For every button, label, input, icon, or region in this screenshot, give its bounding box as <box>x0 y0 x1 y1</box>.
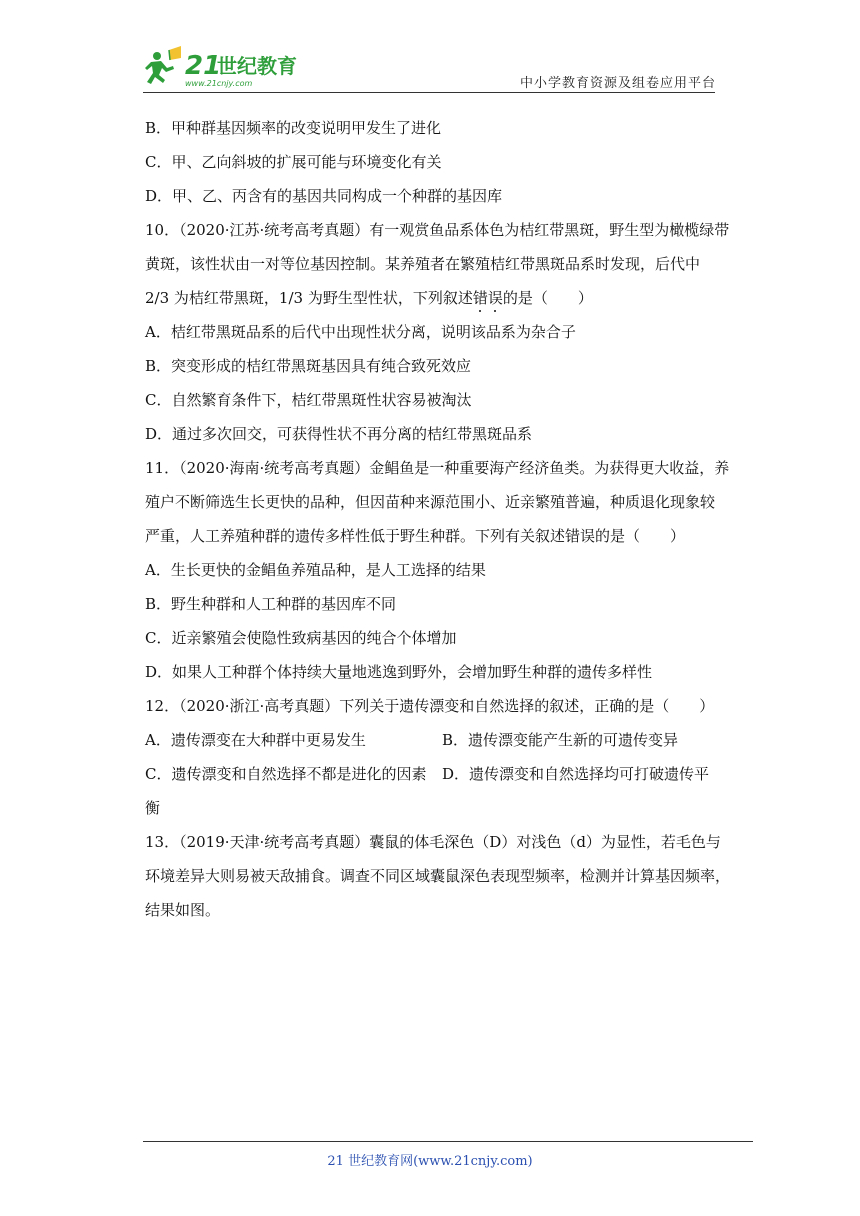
q11-option-a: A．生长更快的金鲳鱼养殖品种，是人工选择的结果 <box>145 561 486 579</box>
logo-number: 21 <box>185 51 222 81</box>
q13-stem-line2: 环境差异大则易被天敌捕食。调查不同区域囊鼠深色表现型频率，检测并计算基因频率， <box>145 867 731 885</box>
q10-stem-line1: 10．（2020·江苏·统考高考真题）有一观赏鱼品系体色为桔红带黑斑，野生型为橄榄绿带 <box>145 221 730 239</box>
emphasis-char: 错 <box>472 289 488 307</box>
q12-option-d-wrap: 衡 <box>145 799 161 817</box>
q10-stem-line2: 黄斑，该性状由一对等位基因控制。某养殖者在繁殖桔红带黑斑品系时发现，后代中 <box>145 255 701 273</box>
q11-stem-line2: 殖户不断筛选生长更快的品种，但因苗种来源范围小、近亲繁殖普遍，种质退化现象较 <box>145 493 716 511</box>
q11-option-c: C．近亲繁殖会使隐性致病基因的纯合个体增加 <box>145 629 457 647</box>
emphasis-char: 误 <box>487 289 503 307</box>
q12-stem: 12．（2020·浙江·高考真题）下列关于遗传漂变和自然选择的叙述，正确的是（ ） <box>145 697 715 715</box>
footer-link[interactable]: 21 世纪教育网(www.21cnjy.com) <box>327 1154 533 1169</box>
q10-stem-tail: 的是（ ） <box>502 289 593 307</box>
logo-url: www.21cnjy.com <box>185 79 253 88</box>
q10-option-b: B．突变形成的桔红带黑斑基因具有纯合致死效应 <box>145 357 472 375</box>
q10-option-c: C．自然繁育条件下，桔红带黑斑性状容易被淘汰 <box>145 391 472 409</box>
q9-option-b: B．甲种群基因频率的改变说明甲发生了进化 <box>145 119 442 137</box>
q10-stem-line3 <box>145 288 593 308</box>
q9-option-c: C．甲、乙向斜坡的扩展可能与环境变化有关 <box>145 153 442 171</box>
platform-name: 中小学教育资源及组卷应用平台 <box>520 76 717 91</box>
q11-stem-line3: 严重，人工养殖种群的遗传多样性低于野生种群。下列有关叙述错误的是（ ） <box>145 527 686 545</box>
q12-option-a: A．遗传漂变在大种群中更易发生 <box>145 731 366 749</box>
q12-option-c: C．遗传漂变和自然选择不都是进化的因素 <box>145 765 427 783</box>
q10-option-a: A．桔红带黑斑品系的后代中出现性状分离，说明该品系为杂合子 <box>145 323 576 341</box>
site-logo[interactable] <box>143 44 313 92</box>
q10-stem-text: 2/3 为桔红带黑斑，1/3 为野生型性状，下列叙述 <box>145 289 473 307</box>
q9-option-d: D．甲、乙、丙含有的基因共同构成一个种群的基因库 <box>145 187 503 205</box>
runner-icon <box>145 46 181 84</box>
q10-option-d: D．通过多次回交，可获得性状不再分离的桔红带黑斑品系 <box>145 425 533 443</box>
q12-option-d: D．遗传漂变和自然选择均可打破遗传平 <box>442 765 710 783</box>
q11-option-d: D．如果人工种群个体持续大量地逃逸到野外，会增加野生种群的遗传多样性 <box>145 663 653 681</box>
q12-option-b: B．遗传漂变能产生新的可遗传变异 <box>442 731 679 749</box>
q11-stem-line1: 11．（2020·海南·统考高考真题）金鲳鱼是一种重要海产经济鱼类。为获得更大收益，养 <box>145 459 730 477</box>
q12-options-row1 <box>145 730 720 750</box>
q13-stem-line3: 结果如图。 <box>145 901 221 919</box>
footer-divider <box>143 1141 753 1142</box>
q13-stem-line1: 13．（2019·天津·统考高考真题）囊鼠的体毛深色（D）对浅色（d）为显性，若毛色与 <box>145 833 721 851</box>
logo-text: 世纪教育 <box>217 54 297 78</box>
q11-option-b: B．野生种群和人工种群的基因库不同 <box>145 595 397 613</box>
q12-options-row2 <box>145 764 720 784</box>
page-header <box>0 0 860 100</box>
header-divider <box>143 92 715 93</box>
